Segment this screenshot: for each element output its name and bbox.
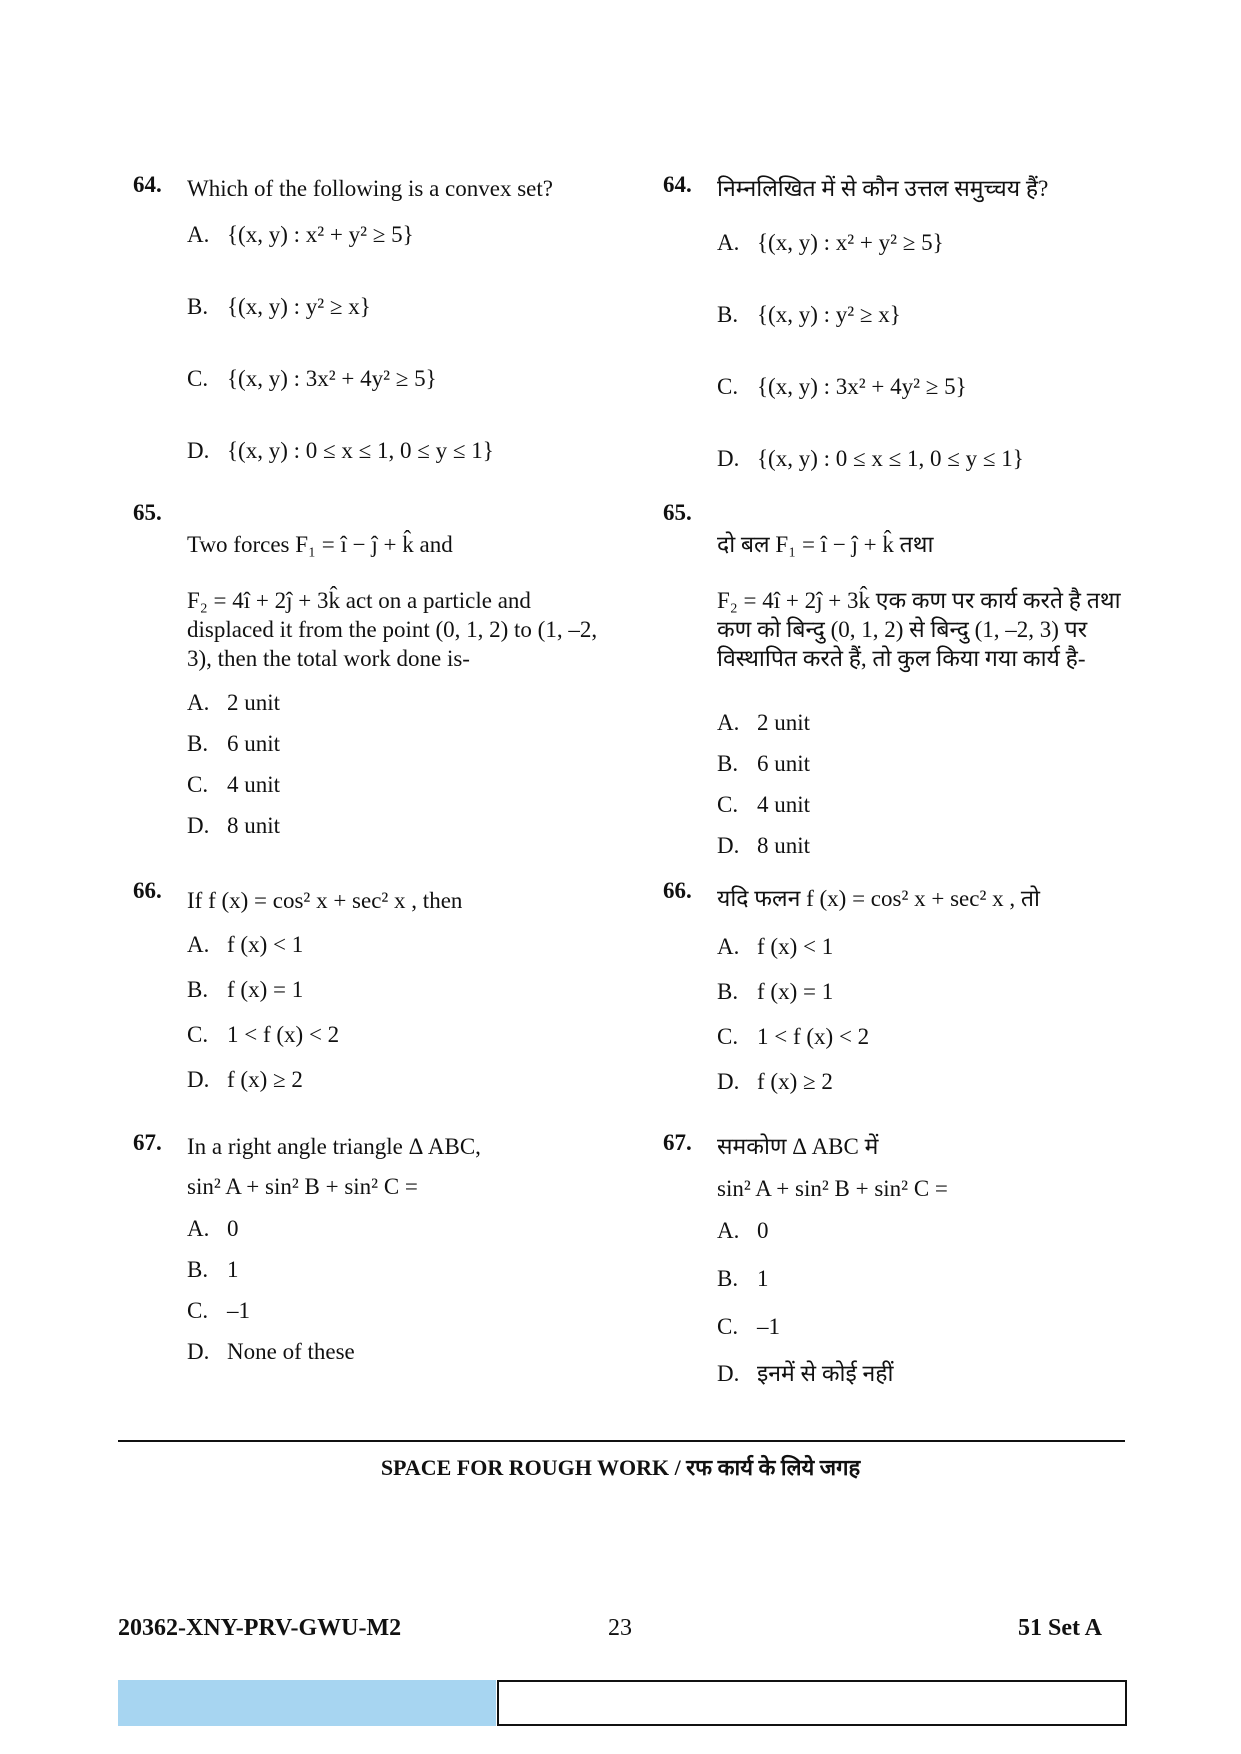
option-d: D. None of these <box>187 1339 355 1364</box>
option-b: B. 1 <box>187 1257 239 1282</box>
option-b: B. f (x) = 1 <box>717 979 834 1004</box>
option-a: A. 2 unit <box>187 690 281 715</box>
option-d: D. इनमें से कोई नहीं <box>717 1361 894 1386</box>
option-a: A. f (x) < 1 <box>187 932 304 957</box>
option-b: B. {(x, y) : y² ≥ x} <box>717 302 901 327</box>
question-number: 66. <box>133 878 162 903</box>
set-label: 51 Set A <box>1018 1615 1102 1641</box>
option-a: A. {(x, y) : x² + y² ≥ 5} <box>187 222 414 247</box>
option-c: C. 4 unit <box>187 772 281 797</box>
option-a: A. f (x) < 1 <box>717 934 834 959</box>
option-a: A. 0 <box>717 1218 769 1243</box>
option-b: B. 6 unit <box>717 751 811 776</box>
option-c: C. 1 < f (x) < 2 <box>187 1022 340 1047</box>
question-number: 66. <box>663 878 692 903</box>
footer-empty-box <box>497 1680 1127 1726</box>
option-c: C. 1 < f (x) < 2 <box>717 1024 870 1049</box>
page-number: 23 <box>608 1615 632 1641</box>
rough-work-divider <box>118 1440 1125 1442</box>
question-text-line2: F₂ = 4î + 2ĵ + 3k̂ एक कण पर कार्य करते है तथा कण को बिन्दु (0, 1, 2) से बिन्दु (1, –2, 3) पर विस्थापित करते हैं, तो कुल किया गया कार्य है- <box>717 588 1121 671</box>
question-text: यदि फलन f (x) = cos² x + sec² x , तो <box>717 886 1040 911</box>
option-c: C. 4 unit <box>717 792 811 817</box>
question-number: 67. <box>663 1130 692 1155</box>
question-text-line1: In a right angle triangle Δ ABC, <box>187 1134 481 1159</box>
footer-color-bar <box>118 1680 496 1726</box>
question-text-line2: sin² A + sin² B + sin² C = <box>187 1174 418 1199</box>
rough-work-heading: SPACE FOR ROUGH WORK / रफ कार्य के लिये जगह <box>380 1455 861 1480</box>
question-text-line2: F₂ = 4î + 2ĵ + 3k̂ act on a particle and displaced it from the point (0, 1, 2) to (1, –2, 3), then the total work done is- <box>187 588 598 671</box>
option-c: C. {(x, y) : 3x² + 4y² ≥ 5} <box>717 374 967 399</box>
question-number: 64. <box>133 172 162 197</box>
option-b: B. {(x, y) : y² ≥ x} <box>187 294 371 319</box>
option-b: B. 1 <box>717 1266 769 1291</box>
question-text-line1: दो बल F₁ = î − ĵ + k̂ तथा <box>717 532 934 557</box>
option-a: A. 0 <box>187 1216 239 1241</box>
option-d: D. 8 unit <box>187 813 281 838</box>
option-d: D. f (x) ≥ 2 <box>717 1069 833 1094</box>
question-number: 64. <box>663 172 692 197</box>
question-number: 65. <box>663 500 692 525</box>
question-text-line1: समकोण Δ ABC में <box>717 1134 879 1159</box>
option-b: B. f (x) = 1 <box>187 977 304 1002</box>
option-b: B. 6 unit <box>187 731 281 756</box>
question-text-line1: Two forces F₁ = î − ĵ + k̂ and <box>187 532 453 557</box>
question-number: 67. <box>133 1130 162 1155</box>
question-text-line2: sin² A + sin² B + sin² C = <box>717 1176 948 1201</box>
option-d: D. f (x) ≥ 2 <box>187 1067 303 1092</box>
option-d: D. {(x, y) : 0 ≤ x ≤ 1, 0 ≤ y ≤ 1} <box>717 446 1024 471</box>
question-text: Which of the following is a convex set? <box>187 176 553 201</box>
option-c: C. –1 <box>717 1314 780 1339</box>
option-a: A. 2 unit <box>717 710 811 735</box>
option-c: C. {(x, y) : 3x² + 4y² ≥ 5} <box>187 366 437 391</box>
option-d: D. 8 unit <box>717 833 811 858</box>
question-text: If f (x) = cos² x + sec² x , then <box>187 888 463 913</box>
option-c: C. –1 <box>187 1298 250 1323</box>
question-text: निम्नलिखित में से कौन उत्तल समुच्चय हैं? <box>717 176 1049 201</box>
option-d: D. {(x, y) : 0 ≤ x ≤ 1, 0 ≤ y ≤ 1} <box>187 438 494 463</box>
question-number: 65. <box>133 500 162 525</box>
option-a: A. {(x, y) : x² + y² ≥ 5} <box>717 230 944 255</box>
paper-code: 20362-XNY-PRV-GWU-M2 <box>118 1615 402 1641</box>
